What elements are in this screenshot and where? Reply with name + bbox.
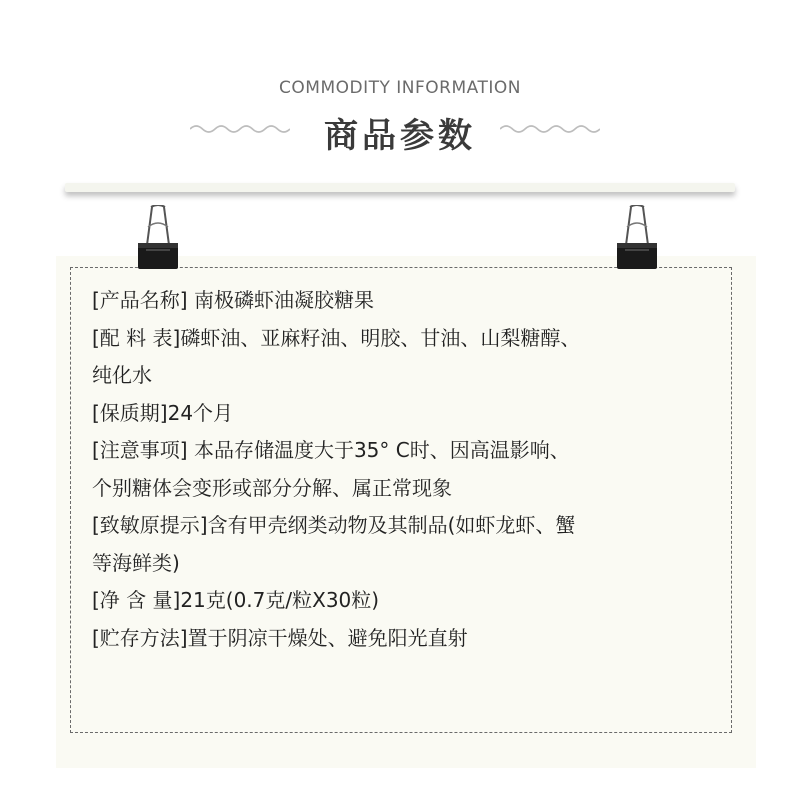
- header-english-title: COMMODITY INFORMATION: [279, 78, 521, 98]
- product-info-text: [92, 282, 728, 657]
- info-line-ingredients-cont: 纯化水: [92, 363, 152, 387]
- binder-clip-icon: [615, 205, 659, 271]
- info-line-notes-cont: 个别糖体会变形或部分分解、属正常现象: [92, 475, 452, 500]
- info-line-net-content: [净 含 量]21克(0.7克/粒X30粒): [92, 588, 380, 612]
- hanging-rod: [65, 183, 735, 192]
- info-line-storage: [贮存方法]置于阴凉干燥处、避免阳光直射: [92, 625, 468, 650]
- info-line-ingredients: [配 料 表]磷虾油、亚麻籽油、明胶、甘油、山梨糖醇、: [92, 325, 581, 350]
- wave-ornament-right: [500, 123, 600, 135]
- info-line-product-name: [产品名称] 南极磷虾油凝胶糖果: [92, 288, 374, 312]
- info-line-allergen: [致敏原提示]含有甲壳纲类动物及其制品(如虾龙虾、蟹: [92, 513, 576, 537]
- info-line-notes: [注意事项] 本品存储温度大于35° C时、因高温影响、: [92, 438, 570, 462]
- binder-clip-icon: [136, 205, 180, 271]
- info-line-shelf-life: [保质期]24个月: [92, 400, 234, 425]
- header-chinese-title: 商品参数: [324, 116, 476, 156]
- info-line-allergen-cont: 等海鲜类): [92, 550, 180, 575]
